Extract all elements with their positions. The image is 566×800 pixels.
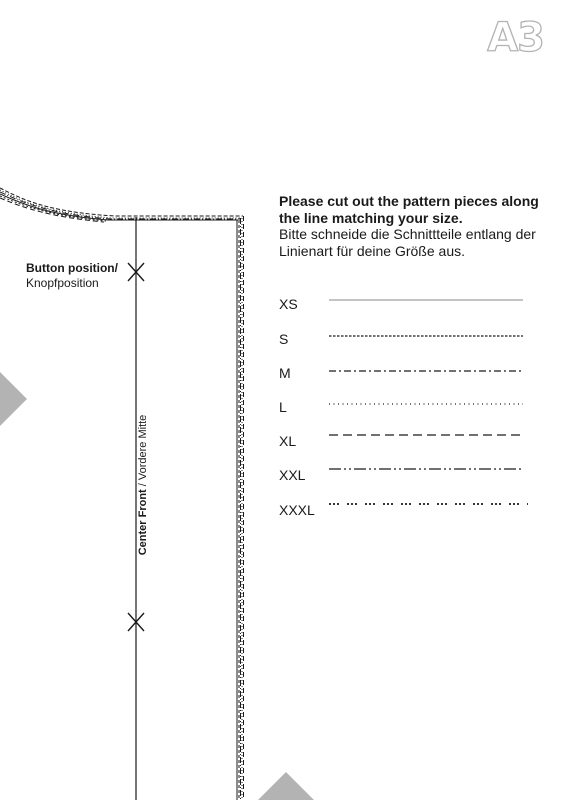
legend-label-xl: XL	[279, 433, 297, 449]
alignment-marker-bottom	[258, 772, 314, 800]
instructions-en: Please cut out the pattern pieces along the line matching your size.	[279, 193, 539, 226]
legend-label-xxl: XXL	[279, 467, 306, 483]
legend-label-xxxl: XXXL	[279, 502, 315, 518]
alignment-marker-left	[0, 372, 27, 426]
center-front-label	[137, 415, 149, 556]
center-front-label-en: Center Front	[137, 489, 149, 556]
size-legend-lines	[329, 300, 528, 504]
legend-label-s: S	[279, 331, 289, 347]
instructions-de: Bitte schneide die Schnittteile entlang der Linienart für deine Größe aus.	[279, 226, 536, 259]
button-position-label-de: Knopfposition	[26, 276, 99, 290]
page-number: A3	[487, 15, 544, 61]
center-front-label-de: Vordere Mitte	[137, 414, 149, 481]
neckline-curves	[0, 188, 243, 222]
button-position-label-en: Button position/	[26, 261, 118, 275]
cutting-instructions	[279, 193, 549, 259]
button-position-label	[26, 261, 118, 291]
legend-label-l: L	[279, 399, 287, 415]
center-front-separator: /	[137, 480, 149, 490]
legend-label-xs: XS	[279, 296, 298, 312]
front-edge-lines	[237, 216, 244, 800]
legend-label-m: M	[279, 365, 291, 381]
